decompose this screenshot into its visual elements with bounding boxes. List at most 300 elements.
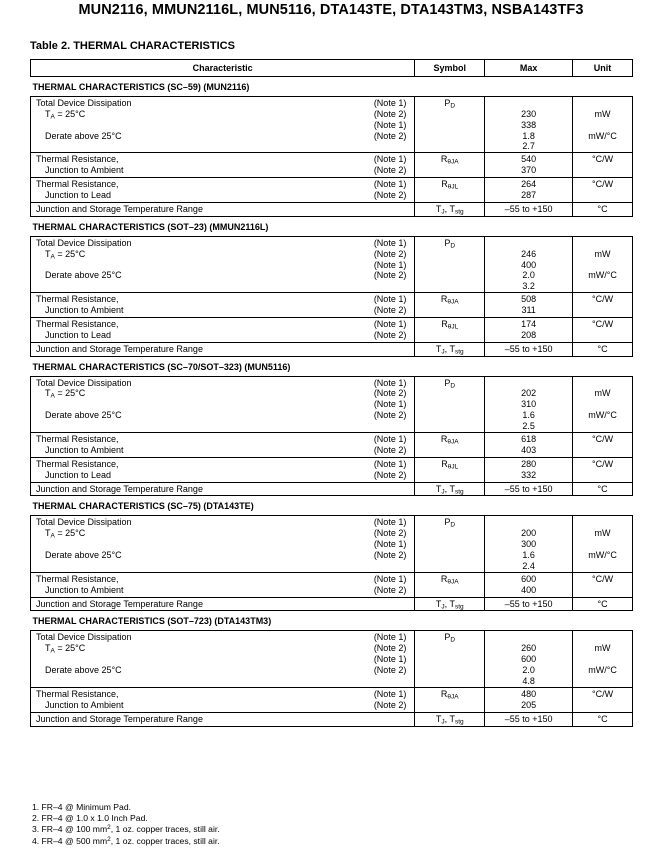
- table-row: [31, 432, 633, 457]
- note-ref: (Note 1): [373, 237, 407, 248]
- symbol-cell: [415, 96, 485, 152]
- max-cell: [485, 202, 573, 216]
- notes-column: [374, 294, 407, 316]
- characteristic-label: Thermal Resistance,: [36, 458, 119, 469]
- notes-column: [374, 434, 407, 456]
- note-ref: (Note 2): [373, 248, 407, 259]
- max-value: 260: [521, 643, 537, 654]
- footnote-4: 4. FR–4 @ 500 $mm^2$, 1 oz. copper traces, still air.: [32, 835, 220, 846]
- unit-label: °C/W: [591, 573, 614, 584]
- unit-cell: [573, 376, 633, 432]
- ta-label: T: [45, 108, 51, 119]
- unit-cell: [573, 457, 633, 482]
- characteristic-cell: [31, 202, 415, 216]
- table-row: [31, 293, 633, 318]
- max-value: 508: [521, 294, 537, 305]
- characteristic-label: Total Device Dissipation: [36, 237, 132, 248]
- ta-subscript: A: [50, 532, 55, 540]
- symbol-cell: [415, 597, 485, 611]
- max-value: 264: [521, 179, 537, 190]
- symbol: R: [441, 179, 448, 190]
- note-ref: (Note 2): [373, 305, 407, 316]
- symbol-subscript: J: [441, 718, 445, 726]
- derate-label: Derate above 25°C: [45, 270, 122, 281]
- max-cell: [485, 153, 573, 178]
- symbol: R: [440, 154, 448, 165]
- unit-cell: [573, 687, 633, 712]
- characteristic-cell: [31, 712, 415, 726]
- max-cell: [485, 96, 573, 152]
- symbol-cell: [415, 572, 485, 597]
- symbol: R: [441, 318, 448, 329]
- note-ref: (Note 1): [373, 294, 407, 305]
- note-ref: (Note 1): [373, 179, 407, 190]
- document-title: MUN2116, MMUN2116L, MUN5116, DTA143TE, DTA143TM3, NSBA143TF3: [78, 2, 584, 18]
- symbol-subscript: D: [450, 102, 456, 110]
- section-title: THERMAL CHARACTERISTICS (SOT–23) (MMUN2116L): [31, 216, 633, 236]
- note-ref: (Note 2): [373, 665, 407, 676]
- symbol-subscript: stg: [454, 208, 464, 216]
- ta-label: T: [45, 528, 51, 539]
- note-ref: (Note 1): [373, 154, 407, 165]
- unit-label: °C/W: [591, 179, 614, 190]
- symbol-cell: [415, 376, 485, 432]
- characteristic-label: Thermal Resistance,: [36, 179, 119, 190]
- characteristic-label: Junction and Storage Temperature Range: [36, 343, 203, 354]
- footnote-1: 1. FR–4 @ Minimum Pad.: [32, 802, 131, 812]
- unit-label: °C/W: [591, 458, 614, 469]
- ta-subscript: A: [50, 392, 55, 400]
- max-value: 287: [521, 190, 537, 201]
- symbol-cell: [415, 317, 485, 342]
- characteristic-cell: [31, 342, 415, 356]
- note-ref: (Note 2): [373, 410, 407, 421]
- symbol-cell: [415, 236, 485, 292]
- symbol-subscript: θJL: [447, 183, 459, 191]
- max-value: 2.0: [522, 270, 535, 281]
- note-ref: (Note 1): [373, 399, 407, 410]
- header-symbol: Symbol: [415, 60, 485, 77]
- characteristic-cell: [31, 457, 415, 482]
- symbol: P: [444, 517, 451, 528]
- max-value: 230: [521, 108, 537, 119]
- max-value: 370: [521, 165, 537, 176]
- table-caption: Table 2. THERMAL CHARACTERISTICS: [30, 40, 235, 52]
- max-cell: [485, 572, 573, 597]
- max-value: –55 to +150: [504, 203, 553, 214]
- unit-label: mW: [594, 388, 611, 399]
- characteristic-label: Thermal Resistance,: [36, 573, 119, 584]
- symbol: R: [440, 573, 448, 584]
- symbol-cell: [415, 687, 485, 712]
- max-value: 3.2: [522, 281, 535, 292]
- unit-cell: [573, 153, 633, 178]
- section-title: THERMAL CHARACTERISTICS (SC–75) (DTA143TE): [31, 496, 633, 516]
- table-header-row: [31, 60, 633, 77]
- note-ref: (Note 2): [373, 190, 407, 201]
- unit-cell: [573, 572, 633, 597]
- unit-label: °C: [597, 598, 608, 609]
- characteristic-cell: [31, 482, 415, 496]
- characteristic-sublabel: Junction to Ambient: [45, 444, 124, 455]
- ta-suffix: = 25°C: [54, 388, 86, 399]
- note-ref: (Note 2): [373, 108, 407, 119]
- symbol-subscript: D: [450, 636, 456, 644]
- symbol: R: [440, 433, 448, 444]
- table-row: [31, 457, 633, 482]
- note-ref: (Note 2): [373, 388, 407, 399]
- unit-cell: [573, 712, 633, 726]
- max-value: 202: [521, 388, 537, 399]
- notes-column: [374, 517, 407, 561]
- unit-label: mW/°C: [588, 130, 617, 141]
- unit-cell: [573, 342, 633, 356]
- unit-label: °C/W: [591, 318, 614, 329]
- header-characteristic: Characteristic: [31, 60, 415, 77]
- characteristic-cell: [31, 317, 415, 342]
- table-row: [31, 482, 633, 496]
- characteristic-cell: [31, 516, 415, 572]
- note-ref: (Note 1): [373, 259, 407, 270]
- symbol-subscript: θJL: [447, 323, 459, 331]
- ta-subscript: A: [50, 253, 55, 261]
- max-value: 2.7: [522, 141, 535, 152]
- symbol-cell: [415, 631, 485, 687]
- symbol-cell: [415, 432, 485, 457]
- symbol-subscript: J: [441, 488, 445, 496]
- max-cell: [485, 712, 573, 726]
- max-value: 1.8: [522, 130, 535, 141]
- max-value: 540: [521, 154, 537, 165]
- characteristic-label: Thermal Resistance,: [36, 688, 119, 699]
- footnote-2: 2. FR–4 @ 1.0 x 1.0 Inch Pad.: [32, 813, 148, 824]
- unit-cell: [573, 317, 633, 342]
- max-value: 403: [521, 444, 537, 455]
- characteristic-sublabel: Junction to Ambient: [45, 305, 124, 316]
- characteristic-cell: [31, 687, 415, 712]
- max-value: 300: [521, 539, 537, 550]
- max-cell: [485, 482, 573, 496]
- note-ref: (Note 2): [373, 270, 407, 281]
- unit-cell: [573, 597, 633, 611]
- characteristic-label: Junction and Storage Temperature Range: [36, 713, 203, 724]
- header-unit: Unit: [573, 60, 633, 77]
- unit-label: °C/W: [591, 688, 614, 699]
- max-cell: [485, 631, 573, 687]
- unit-cell: [573, 631, 633, 687]
- max-value: 600: [521, 654, 537, 665]
- characteristic-label: Total Device Dissipation: [36, 517, 132, 528]
- max-cell: [485, 376, 573, 432]
- unit-cell: [573, 482, 633, 496]
- section-title-row: [31, 496, 633, 516]
- characteristic-cell: [31, 432, 415, 457]
- note-ref: (Note 2): [373, 643, 407, 654]
- notes-column: [374, 689, 407, 711]
- ta-subscript: A: [50, 113, 55, 121]
- unit-label: mW: [594, 528, 611, 539]
- table-row: [31, 202, 633, 216]
- table-row: [31, 96, 633, 152]
- symbol-cell: [415, 342, 485, 356]
- symbol: R: [440, 688, 448, 699]
- characteristic-cell: [31, 376, 415, 432]
- table-row: [31, 572, 633, 597]
- max-cell: [485, 457, 573, 482]
- max-cell: [485, 516, 573, 572]
- max-value: –55 to +150: [504, 343, 553, 354]
- symbol-subscript: θJA: [447, 298, 459, 306]
- max-value: 4.8: [522, 675, 535, 686]
- characteristic-cell: [31, 293, 415, 318]
- unit-cell: [573, 236, 633, 292]
- characteristic-label: Junction and Storage Temperature Range: [36, 598, 203, 609]
- characteristic-cell: [31, 597, 415, 611]
- ta-suffix: = 25°C: [54, 108, 86, 119]
- notes-column: [374, 632, 407, 676]
- characteristic-label: Total Device Dissipation: [36, 632, 132, 643]
- note-ref: (Note 1): [373, 377, 407, 388]
- symbol: T: [435, 598, 442, 609]
- note-ref: (Note 2): [373, 444, 407, 455]
- footnote-3: 3. FR–4 @ 100 $mm^2$, 1 oz. copper traces, still air.: [32, 824, 220, 835]
- unit-label: mW/°C: [588, 270, 617, 281]
- characteristic-cell: [31, 178, 415, 203]
- note-ref: (Note 2): [373, 699, 407, 710]
- max-cell: [485, 178, 573, 203]
- note-ref: (Note 2): [373, 130, 407, 141]
- max-cell: [485, 236, 573, 292]
- characteristic-label: Thermal Resistance,: [36, 294, 119, 305]
- max-value: 2.4: [522, 560, 535, 571]
- max-value: 310: [521, 399, 537, 410]
- table-row: [31, 178, 633, 203]
- symbol-subscript: J: [441, 208, 445, 216]
- unit-label: mW/°C: [588, 550, 617, 561]
- unit-cell: [573, 96, 633, 152]
- characteristic-sublabel: Junction to Lead: [45, 329, 112, 340]
- table-row: [31, 153, 633, 178]
- unit-cell: [573, 202, 633, 216]
- unit-label: °C: [597, 203, 608, 214]
- max-value: 600: [521, 573, 537, 584]
- note-ref: (Note 1): [373, 539, 407, 550]
- symbol-subscript: D: [450, 242, 456, 250]
- characteristic-label: Total Device Dissipation: [36, 377, 132, 388]
- symbol: R: [441, 458, 448, 469]
- symbol: T: [435, 713, 442, 724]
- symbol-cell: [415, 153, 485, 178]
- max-value: 205: [521, 699, 537, 710]
- symbol-separator: , T: [444, 598, 455, 609]
- symbol-subscript: J: [441, 348, 445, 356]
- section-title-row: [31, 611, 633, 631]
- symbol-cell: [415, 178, 485, 203]
- symbol-cell: [415, 293, 485, 318]
- unit-label: mW/°C: [588, 665, 617, 676]
- symbol-subscript: θJA: [447, 158, 459, 166]
- unit-cell: [573, 293, 633, 318]
- unit-label: °C/W: [591, 294, 614, 305]
- characteristic-label: Thermal Resistance,: [36, 433, 119, 444]
- section-title: THERMAL CHARACTERISTICS (SOT–723) (DTA143TM3): [31, 611, 633, 631]
- symbol-subscript: J: [441, 603, 445, 611]
- unit-label: °C/W: [591, 433, 614, 444]
- table-row: [31, 597, 633, 611]
- symbol-cell: [415, 457, 485, 482]
- max-value: 280: [521, 458, 537, 469]
- symbol-separator: , T: [444, 203, 455, 214]
- note-ref: (Note 2): [373, 550, 407, 561]
- notes-column: [374, 574, 407, 596]
- max-value: 480: [521, 688, 537, 699]
- notes-column: [374, 238, 407, 282]
- table-row: [31, 376, 633, 432]
- symbol-cell: [415, 202, 485, 216]
- symbol-separator: , T: [444, 713, 455, 724]
- characteristic-sublabel: Junction to Ambient: [45, 699, 124, 710]
- max-cell: [485, 687, 573, 712]
- max-value: 200: [521, 528, 537, 539]
- unit-label: °C: [597, 343, 608, 354]
- symbol-subscript: D: [450, 521, 456, 529]
- symbol: P: [444, 237, 451, 248]
- symbol-subscript: θJA: [447, 438, 459, 446]
- unit-label: mW: [594, 643, 611, 654]
- max-cell: [485, 597, 573, 611]
- notes-column: [374, 378, 407, 422]
- max-cell: [485, 293, 573, 318]
- notes-column: [374, 98, 407, 142]
- ta-label: T: [45, 643, 51, 654]
- table-row: [31, 317, 633, 342]
- max-value: 246: [521, 248, 537, 259]
- table-row: [31, 712, 633, 726]
- notes-column: [374, 154, 407, 176]
- header-max: Max: [485, 60, 573, 77]
- max-value: –55 to +150: [504, 713, 553, 724]
- ta-suffix: = 25°C: [54, 528, 86, 539]
- section-title: THERMAL CHARACTERISTICS (SC–59) (MUN2116): [31, 77, 633, 97]
- note-ref: (Note 1): [373, 517, 407, 528]
- characteristic-sublabel: Junction to Lead: [45, 469, 112, 480]
- ta-subscript: A: [50, 647, 55, 655]
- characteristic-cell: [31, 153, 415, 178]
- characteristic-sublabel: Junction to Ambient: [45, 165, 124, 176]
- note-ref: (Note 2): [373, 329, 407, 340]
- characteristic-label: Thermal Resistance,: [36, 318, 119, 329]
- note-ref: (Note 2): [373, 469, 407, 480]
- max-cell: [485, 432, 573, 457]
- unit-label: mW/°C: [588, 410, 617, 421]
- symbol-subscript: θJL: [447, 463, 459, 471]
- max-value: 400: [521, 259, 537, 270]
- unit-label: °C/W: [591, 154, 614, 165]
- thermal-characteristics-table: [30, 59, 633, 727]
- max-value: 618: [521, 433, 537, 444]
- max-value: 1.6: [522, 410, 535, 421]
- symbol-cell: [415, 482, 485, 496]
- symbol: P: [444, 632, 451, 643]
- characteristic-cell: [31, 572, 415, 597]
- characteristic-label: Thermal Resistance,: [36, 154, 119, 165]
- note-ref: (Note 1): [373, 458, 407, 469]
- note-ref: (Note 2): [373, 528, 407, 539]
- symbol-subscript: θJA: [447, 578, 459, 586]
- note-ref: (Note 1): [373, 573, 407, 584]
- max-value: 1.6: [522, 550, 535, 561]
- max-cell: [485, 317, 573, 342]
- table-row: [31, 236, 633, 292]
- characteristic-label: Junction and Storage Temperature Range: [36, 483, 203, 494]
- max-value: 311: [521, 305, 536, 316]
- section-title-row: [31, 77, 633, 97]
- ta-suffix: = 25°C: [54, 248, 86, 259]
- note-ref: (Note 1): [373, 119, 407, 130]
- characteristic-label: Total Device Dissipation: [36, 97, 132, 108]
- symbol: T: [435, 483, 442, 494]
- symbol-separator: , T: [444, 483, 455, 494]
- max-value: 208: [521, 329, 537, 340]
- notes-column: [374, 319, 407, 341]
- characteristic-sublabel: Junction to Ambient: [45, 584, 124, 595]
- characteristic-cell: [31, 96, 415, 152]
- symbol-subscript: stg: [454, 718, 464, 726]
- table-row: [31, 687, 633, 712]
- characteristic-label: Junction and Storage Temperature Range: [36, 203, 203, 214]
- derate-label: Derate above 25°C: [45, 665, 122, 676]
- notes-column: [374, 459, 407, 481]
- note-ref: (Note 1): [373, 688, 407, 699]
- table-row: [31, 342, 633, 356]
- ta-suffix: = 25°C: [54, 643, 86, 654]
- max-value: 338: [521, 119, 537, 130]
- derate-label: Derate above 25°C: [45, 130, 122, 141]
- symbol-subscript: D: [450, 382, 456, 390]
- symbol-subscript: stg: [454, 348, 464, 356]
- max-value: –55 to +150: [504, 598, 553, 609]
- symbol-cell: [415, 712, 485, 726]
- max-value: 400: [521, 584, 537, 595]
- max-cell: [485, 342, 573, 356]
- symbol-subscript: θJA: [447, 693, 459, 701]
- symbol: P: [444, 377, 451, 388]
- characteristic-sublabel: Junction to Lead: [45, 190, 112, 201]
- ta-label: T: [45, 248, 51, 259]
- note-ref: (Note 1): [373, 97, 407, 108]
- symbol-subscript: stg: [454, 488, 464, 496]
- note-ref: (Note 1): [373, 318, 407, 329]
- max-value: 2.5: [522, 421, 535, 432]
- section-title: THERMAL CHARACTERISTICS (SC–70/SOT–323) (MUN5116): [31, 356, 633, 376]
- note-ref: (Note 2): [373, 165, 407, 176]
- unit-label: mW: [594, 108, 611, 119]
- derate-label: Derate above 25°C: [45, 550, 122, 561]
- unit-cell: [573, 516, 633, 572]
- symbol-separator: , T: [444, 343, 455, 354]
- max-value: –55 to +150: [504, 483, 553, 494]
- unit-label: °C: [597, 713, 608, 724]
- symbol: P: [444, 97, 451, 108]
- unit-cell: [573, 178, 633, 203]
- table-row: [31, 516, 633, 572]
- derate-label: Derate above 25°C: [45, 410, 122, 421]
- unit-label: mW: [594, 248, 611, 259]
- section-title-row: [31, 356, 633, 376]
- max-value: 2.0: [522, 665, 535, 676]
- characteristic-cell: [31, 236, 415, 292]
- symbol: T: [435, 203, 442, 214]
